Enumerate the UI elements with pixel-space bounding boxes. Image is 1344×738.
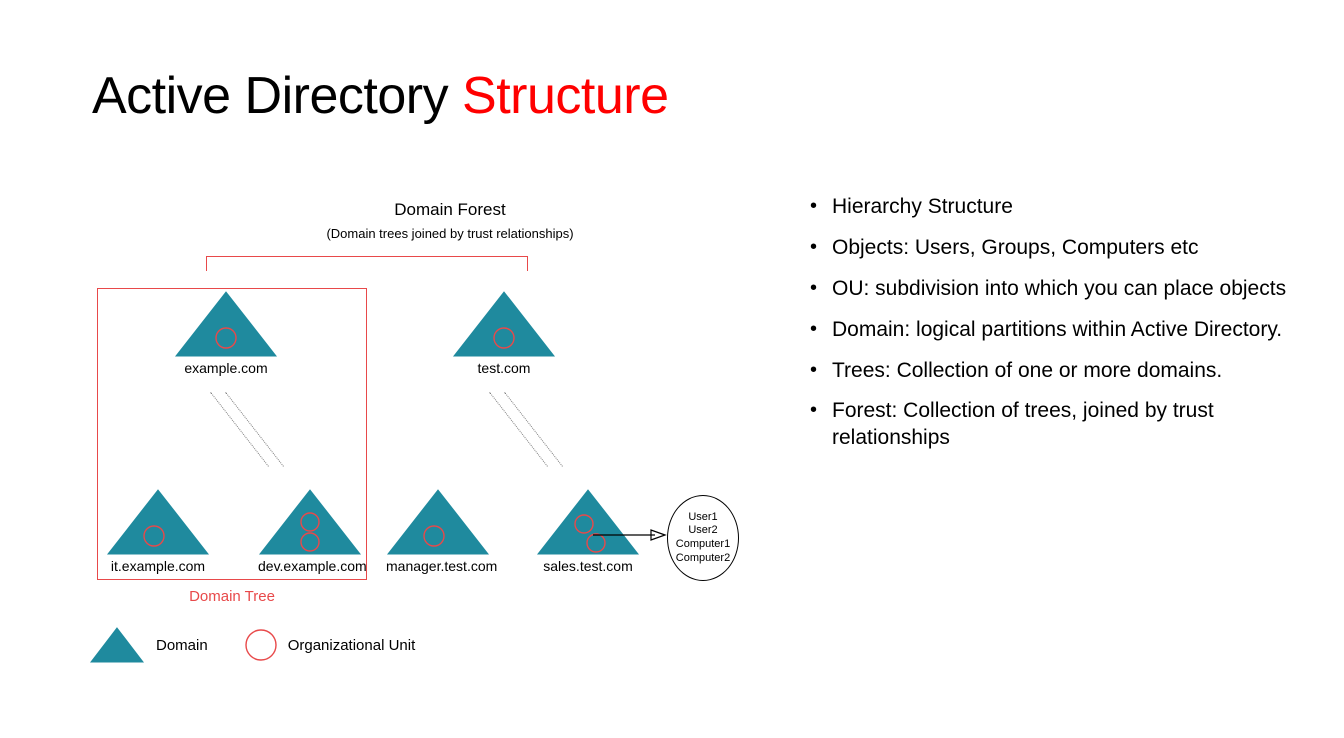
domain-label: example.com (184, 360, 268, 376)
domain-label: sales.test.com (543, 558, 633, 574)
legend-ou-label: Organizational Unit (287, 636, 416, 654)
callout-item: Computer1 (675, 538, 731, 550)
domain-label: dev.example.com (258, 558, 367, 574)
title-accent-text: Structure (462, 67, 669, 125)
legend-domain-label: Domain (156, 636, 208, 654)
bullet-list-panel (806, 194, 1316, 466)
domain-node[interactable] (174, 290, 278, 376)
page-title (92, 68, 669, 125)
domain-triangle-icon (452, 290, 556, 358)
title-main-text: Active Directory (92, 67, 463, 125)
callout-item: User2 (688, 524, 718, 537)
bullet-list (806, 194, 1316, 452)
list-item: • OU: subdivision into which you can place objects (832, 276, 1316, 303)
diagram-legend (88, 622, 415, 668)
list-item: • Trees: Collection of one or more domains. (832, 358, 1316, 385)
domain-tree-label: Domain Tree (189, 588, 275, 605)
list-item: • Hierarchy Structure (832, 194, 1316, 221)
domain-triangle-icon (174, 290, 278, 358)
list-item: • Objects: Users, Groups, Computers etc (832, 235, 1316, 262)
list-item: • Forest: Collection of trees, joined by trust relationships (832, 398, 1316, 452)
list-item: • Domain: logical partitions within Active Directory. (832, 317, 1316, 344)
domain-label: manager.test.com (386, 558, 498, 574)
callout-item: Computer2 (675, 551, 731, 564)
legend-domain-triangle-icon (88, 625, 146, 665)
domain-node[interactable] (106, 488, 210, 574)
domain-node[interactable] (452, 290, 556, 376)
domain-node[interactable] (386, 488, 498, 574)
connector-test-to-manager (489, 392, 548, 467)
forest-bracket (206, 256, 528, 271)
domain-triangle-icon (258, 488, 362, 556)
callout-item: User1 (688, 510, 718, 523)
domain-forest-subtitle: (Domain trees joined by trust relationships) (326, 226, 574, 241)
ou-contents-callout (667, 495, 739, 581)
domain-label: it.example.com (110, 558, 206, 574)
domain-node[interactable] (258, 488, 367, 574)
connector-test-to-sales (504, 392, 563, 467)
domain-forest-title: Domain Forest (394, 200, 506, 219)
active-directory-diagram (80, 190, 780, 690)
callout-arrow-icon (593, 528, 667, 542)
domain-triangle-icon (386, 488, 490, 556)
domain-triangle-icon (106, 488, 210, 556)
domain-triangle-icon (536, 488, 640, 556)
domain-label: test.com (477, 360, 531, 376)
legend-ou-circle-icon (244, 628, 278, 662)
